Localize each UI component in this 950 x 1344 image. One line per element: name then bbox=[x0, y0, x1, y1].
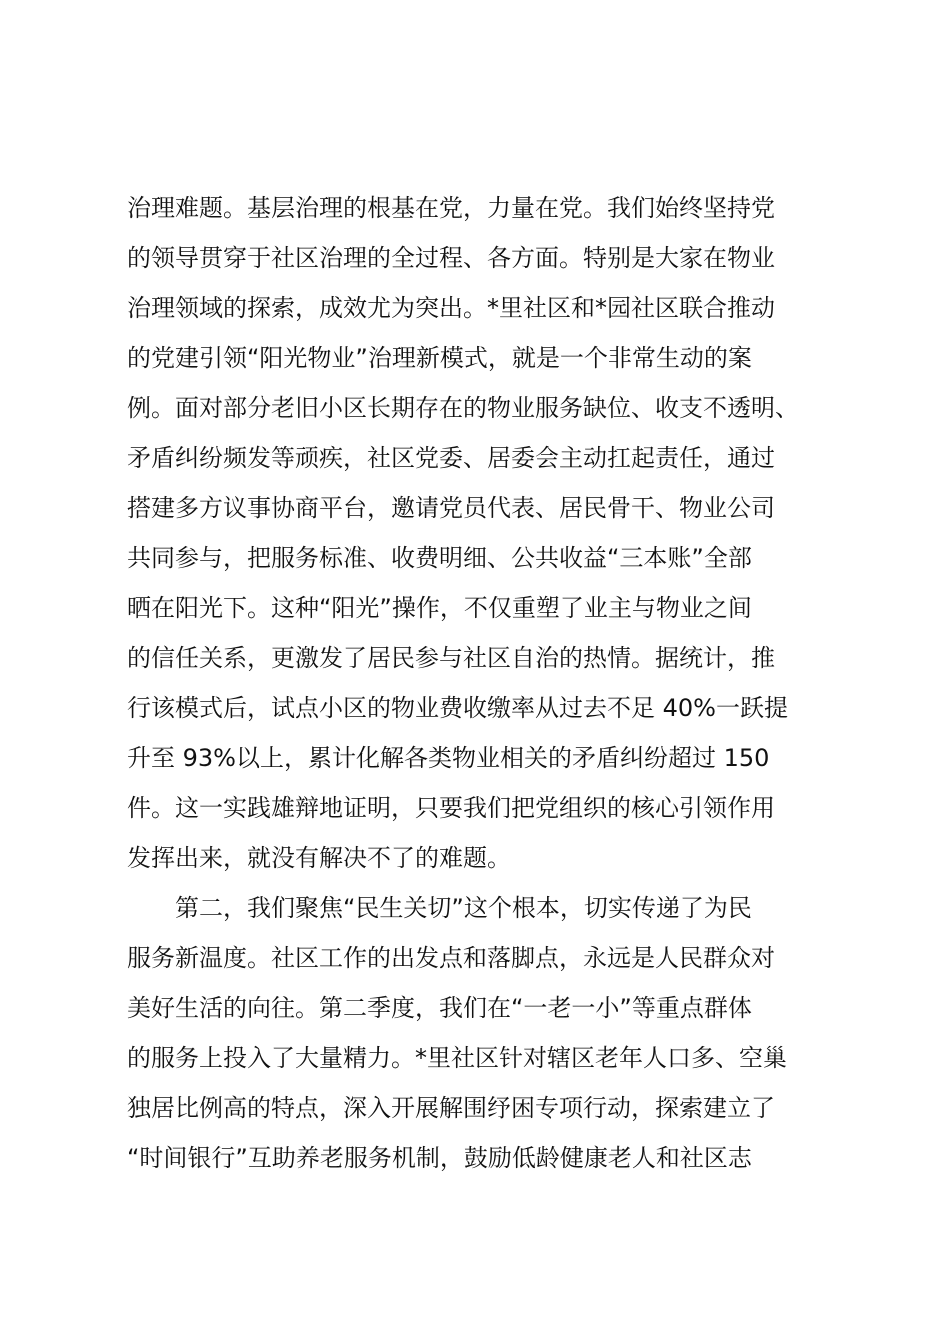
text-line: 的信任关系，更激发了居民参与社区自治的热情。据统计，推 bbox=[127, 644, 775, 672]
text-line: 搭建多方议事协商平台，邀请党员代表、居民骨干、物业公司 bbox=[127, 494, 775, 522]
text-line: 共同参与，把服务标准、收费明细、公共收益“三本账”全部 bbox=[127, 544, 752, 572]
text-line: 升至 93%以上，累计化解各类物业相关的矛盾纠纷超过 150 bbox=[127, 744, 770, 772]
text-line: 治理领域的探索，成效尤为突出。*里社区和*园社区联合推动 bbox=[127, 294, 775, 322]
text-line: 治理难题。基层治理的根基在党，力量在党。我们始终坚持党 bbox=[127, 194, 775, 222]
body-text bbox=[127, 183, 847, 1183]
text-line: 的党建引领“阳光物业”治理新模式，就是一个非常生动的案 bbox=[127, 344, 752, 372]
text-line: 晒在阳光下。这种“阳光”操作，不仅重塑了业主与物业之间 bbox=[127, 594, 752, 622]
text-line: 矛盾纠纷频发等顽疾，社区党委、居委会主动扛起责任，通过 bbox=[127, 444, 775, 472]
text-line: 发挥出来，就没有解决不了的难题。 bbox=[127, 844, 511, 872]
paragraph-2 bbox=[127, 883, 847, 1183]
text-line: 的服务上投入了大量精力。*里社区针对辖区老年人口多、空巢 bbox=[127, 1044, 787, 1072]
text-line: 行该模式后，试点小区的物业费收缴率从过去不足 40%一跃提 bbox=[127, 694, 788, 722]
text-line: 例。面对部分老旧小区长期存在的物业服务缺位、收支不透明、 bbox=[127, 394, 799, 422]
text-line: 服务新温度。社区工作的出发点和落脚点，永远是人民群众对 bbox=[127, 944, 775, 972]
text-line: 的领导贯穿于社区治理的全过程、各方面。特别是大家在物业 bbox=[127, 244, 775, 272]
text-line: 件。这一实践雄辩地证明，只要我们把党组织的核心引领作用 bbox=[127, 794, 775, 822]
paragraph-1 bbox=[127, 183, 847, 883]
text-line: 独居比例高的特点，深入开展解围纾困专项行动，探索建立了 bbox=[127, 1094, 775, 1122]
text-line: 美好生活的向往。第二季度，我们在“一老一小”等重点群体 bbox=[127, 994, 752, 1022]
text-line-indented: 第二，我们聚焦“民生关切”这个根本，切实传递了为民 bbox=[175, 894, 752, 922]
text-line: “时间银行”互助养老服务机制，鼓励低龄健康老人和社区志 bbox=[127, 1144, 752, 1172]
